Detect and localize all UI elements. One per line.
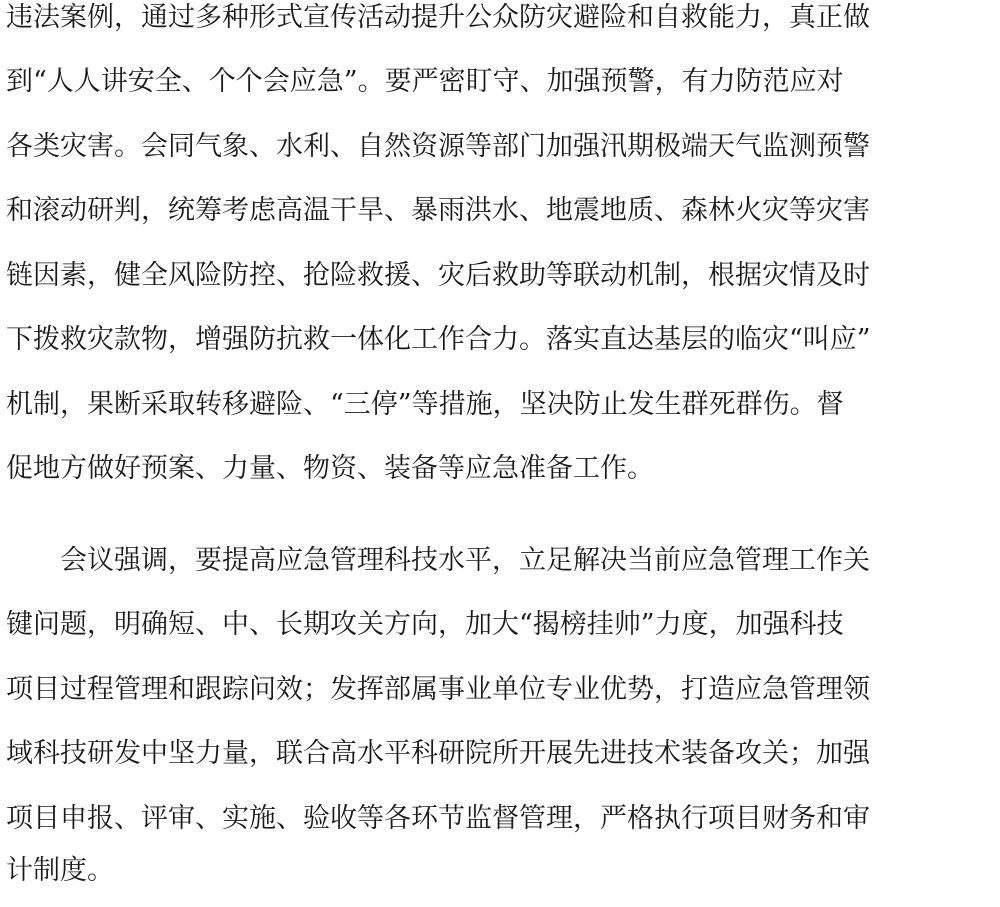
paragraph-line: 促地方做好预案、力量、物资、装备等应急准备工作。 (6, 453, 654, 484)
paragraph-line: 会议强调，要提高应急管理科技水平，立足解决当前应急管理工作关 (6, 545, 870, 576)
paragraph-line: 各类灾害。会同气象、水利、自然资源等部门加强汛期极端天气监测预警 (6, 131, 870, 162)
paragraph-line: 键问题，明确短、中、长期攻关方向，加大“揭榜挂帅”力度，加强科技 (6, 609, 844, 640)
paragraph-line: 和滚动研判，统筹考虑高温干旱、暴雨洪水、地震地质、森林火灾等灾害 (6, 195, 870, 226)
paragraph-line: 到“人人讲安全、个个会应急”。要严密盯守、加强预警，有力防范应对 (6, 66, 844, 97)
paragraph-line: 项目过程管理和跟踪问效；发挥部属事业单位专业优势，打造应急管理领 (6, 674, 870, 705)
paragraph-line: 计制度。 (6, 855, 114, 886)
paragraph-line: 下拨救灾款物，增强防抗救一体化工作合力。落实直达基层的临灾“叫应” (6, 324, 871, 355)
paragraph-line: 违法案例，通过多种形式宣传活动提升公众防灾避险和自救能力，真正做 (6, 2, 870, 33)
paragraph-line: 机制，果断采取转移避险、“三停”等措施，坚决防止发生群死群伤。督 (6, 389, 844, 420)
paragraph-line: 域科技研发中坚力量，联合高水平科研院所开展先进技术装备攻关；加强 (6, 738, 870, 769)
paragraph-line: 项目申报、评审、实施、验收等各环节监督管理，严格执行项目财务和审 (6, 803, 870, 834)
paragraph-line: 链因素，健全风险防控、抢险救援、灾后救助等联动机制，根据灾情及时 (6, 260, 870, 291)
